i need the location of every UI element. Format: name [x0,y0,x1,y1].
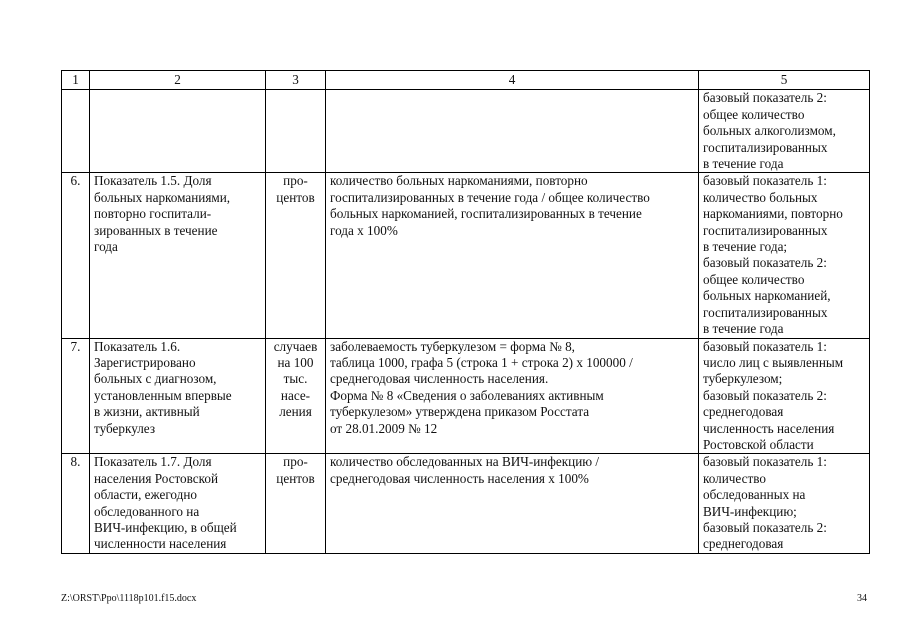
formula-line: Форма № 8 «Сведения о заболеваниях активным [330,387,604,403]
base-indicators-cell [699,338,870,454]
base-indicators-line: общее количество [703,271,805,287]
row-number-cell: 6. [62,173,90,338]
column-number-1: 1 [62,71,90,90]
unit-line: на 100 [277,354,314,370]
formula-line: госпитализированных в течение года / общее количество [330,189,650,205]
row-number-cell [62,90,90,173]
base-indicators-line: базовый показатель 2: [703,90,827,106]
unit-cell [266,338,326,454]
indicator-name-line: обследованного на [94,503,200,519]
base-indicators-line: туберкулезом; [703,371,783,387]
base-indicators-line: в течение года; [703,239,788,255]
indicator-name-line: больных наркоманиями, [94,189,231,205]
base-indicators-line: число лиц с выявленным [703,354,844,370]
base-indicators-line: базовый показатель 2: [703,519,827,535]
indicator-name-cell [90,338,266,454]
base-indicators-line: количество больных [703,189,818,205]
indicator-name-line: Показатель 1.5. Доля [94,173,212,189]
indicator-name-cell [90,173,266,338]
unit-line: тыс. [283,371,308,387]
base-indicators-line: больных алкоголизмом, [703,123,836,139]
base-indicators-cell [699,454,870,553]
footer-page-number: 34 [857,593,867,604]
column-number-3: 3 [266,71,326,90]
base-indicators-line: среднегодовая [703,536,784,552]
footer-file-path: Z:\ORST\Ppo\1118p101.f15.docx [61,593,197,604]
base-indicators-line: госпитализированных [703,222,828,238]
formula-line: туберкулезом» утверждена приказом Росстата [330,404,590,420]
table-row [62,173,870,338]
row-number-cell: 7. [62,338,90,454]
base-indicators-line: базовый показатель 2: [703,255,827,271]
formula-cell [326,173,699,338]
formula-line: заболеваемость туберкулезом = форма № 8, [330,338,575,354]
table-body [62,90,870,553]
row-number-cell: 8. [62,454,90,553]
indicator-name-line: Показатель 1.6. [94,338,181,354]
formula-line: от 28.01.2009 № 12 [330,420,438,436]
base-indicators-line: обследованных на [703,487,806,503]
formula-cell [326,338,699,454]
formula-line: количество обследованных на ВИЧ-инфекцию / [330,454,600,470]
indicator-name-line: населения Ростовской [94,470,219,486]
base-indicators-line: базовый показатель 2: [703,387,827,403]
formula-cell [326,90,699,173]
indicator-name-line: зированных в течение [94,222,218,238]
base-indicators-line: базовый показатель 1: [703,338,827,354]
formula-line: количество больных наркоманиями, повторно [330,173,588,189]
base-indicators-line: общее количество [703,106,805,122]
unit-line: про- [283,173,308,189]
base-indicators-line: ВИЧ-инфекцию; [703,503,797,519]
base-indicators-cell [699,173,870,338]
indicator-name-line: установленным впервые [94,387,232,403]
base-indicators-line: численность населения [703,420,835,436]
base-indicators-line: в течение года [703,321,784,337]
unit-line: случаев [273,338,318,354]
table-row [62,454,870,553]
unit-line: центов [276,470,315,486]
formula-line: таблица 1000, графа 5 (строка 1 + строка 2) х 100000 / [330,354,633,370]
base-indicators-line: количество [703,470,766,486]
base-indicators-cell [699,90,870,173]
formula-line: среднегодовая численность населения. [330,371,549,387]
table-row [62,338,870,454]
indicator-name-line: ВИЧ-инфекцию, в общей [94,519,237,535]
unit-line: центов [276,189,315,205]
formula-line: среднегодовая численность населения х 100% [330,470,589,486]
column-number-row [62,71,870,90]
indicator-name-line: Зарегистрировано [94,354,196,370]
indicator-name-line: области, ежегодно [94,487,197,503]
base-indicators-line: Ростовской области [703,436,814,452]
base-indicators-line: базовый показатель 1: [703,173,827,189]
indicator-name-line: Показатель 1.7. Доля [94,454,212,470]
unit-line: ления [279,404,312,420]
indicator-name-line: туберкулез [94,420,156,436]
indicator-name-line: повторно госпитали- [94,206,212,222]
base-indicators-line: госпитализированных [703,304,828,320]
formula-cell [326,454,699,553]
indicator-name-line: численности населения [94,536,227,552]
unit-cell [266,173,326,338]
unit-cell [266,454,326,553]
formula-line: больных наркоманией, госпитализированных в течение [330,206,642,222]
base-indicators-line: больных наркоманией, [703,288,831,304]
indicator-name-cell [90,454,266,553]
base-indicators-line: наркоманиями, повторно [703,206,843,222]
unit-line: насе- [280,387,311,403]
indicator-name-line: года [94,239,118,255]
base-indicators-line: базовый показатель 1: [703,454,827,470]
unit-cell [266,90,326,173]
indicators-table [61,70,870,554]
table-row [62,90,870,173]
formula-line: года х 100% [330,222,398,238]
indicator-name-line: больных с диагнозом, [94,371,217,387]
base-indicators-line: в течение года [703,156,784,172]
column-number-4: 4 [326,71,699,90]
base-indicators-line: госпитализированных [703,139,828,155]
base-indicators-line: среднегодовая [703,404,784,420]
column-number-5: 5 [699,71,870,90]
column-number-2: 2 [90,71,266,90]
indicator-name-cell [90,90,266,173]
unit-line: про- [283,454,308,470]
indicator-name-line: в жизни, активный [94,404,200,420]
